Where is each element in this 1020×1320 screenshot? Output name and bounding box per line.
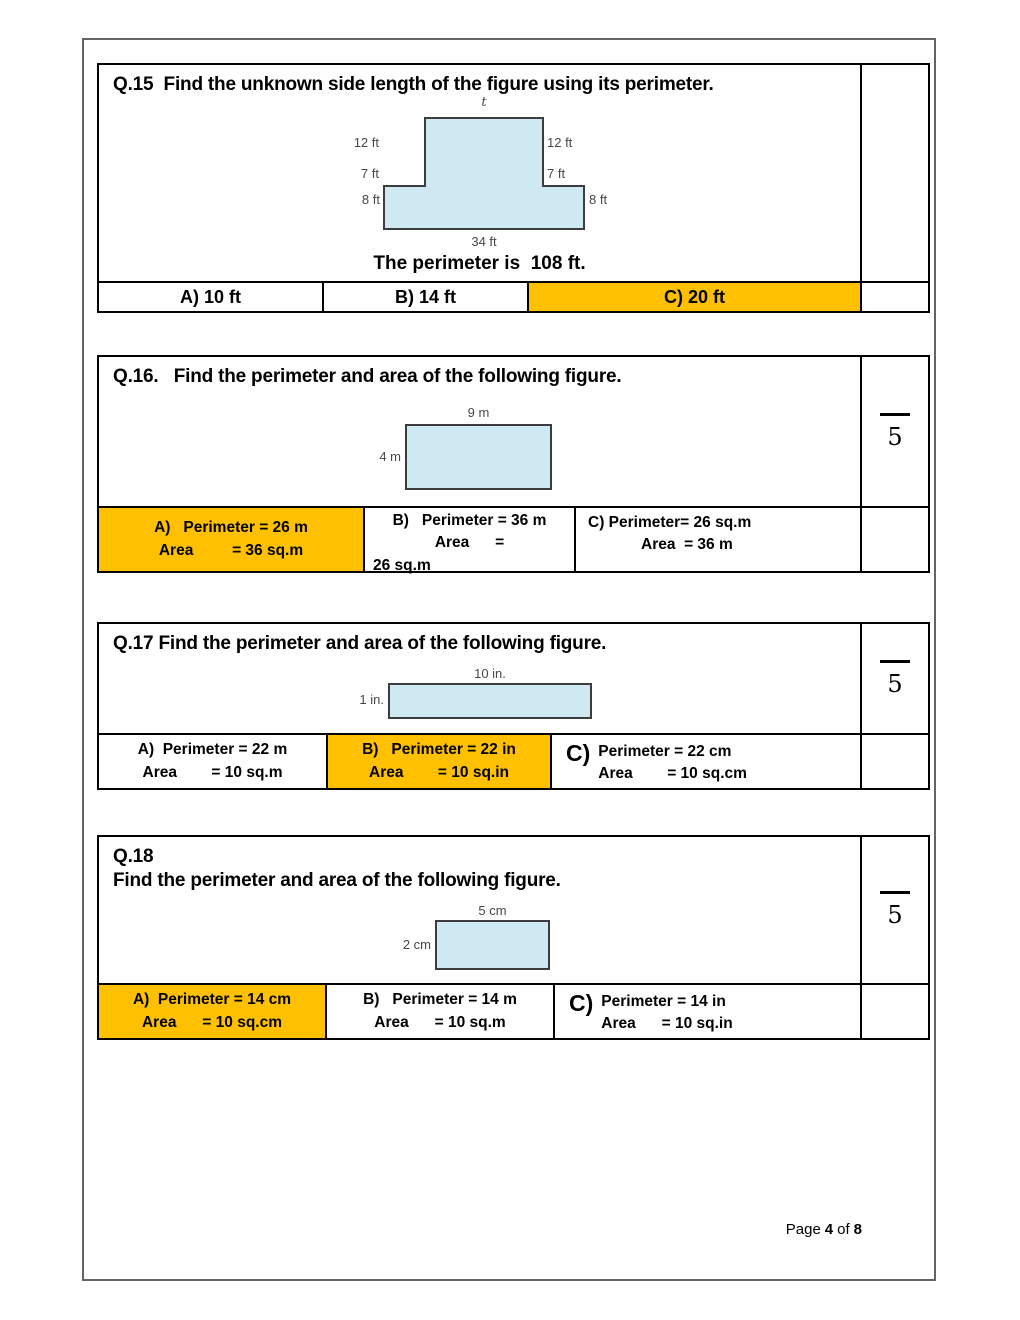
q15-main-cell [99, 65, 860, 281]
q17-score-mark [880, 660, 910, 698]
q16-header-row [99, 357, 928, 506]
q17-score-value: 5 [887, 669, 903, 698]
dimension-label-12ft-left: 12 ft [353, 135, 379, 150]
dimension-label-1in: 1 in. [359, 692, 384, 707]
q18-score-mark [880, 891, 910, 929]
q16-figure [359, 405, 579, 507]
q17-option-c-line1: Perimeter = 22 cm [598, 743, 732, 760]
dimension-label-9m: 9 m [467, 405, 490, 420]
q16-score-cell [860, 357, 928, 506]
q16-options-row [99, 506, 928, 574]
dimension-label-7ft-left: 7 ft [360, 166, 379, 181]
footer-of-word: of [837, 1221, 850, 1238]
q15-score-cell [860, 65, 928, 281]
q16-option-c-line1: C) Perimeter= 26 sq.m [588, 514, 752, 531]
q17-option-c-line2: Area = 10 sq.cm [598, 765, 747, 783]
dimension-label-5cm: 5 cm [478, 903, 507, 918]
q18-option-b-line1: B) Perimeter = 14 m [363, 991, 517, 1009]
q16-option-a [99, 508, 363, 571]
q16-score-mark [880, 413, 910, 451]
q18-option-c-lines [601, 991, 732, 1036]
rectangle-shape [435, 920, 550, 970]
dimension-label-8ft-left: 8 ft [361, 192, 380, 207]
q17-option-c-prefix: C) [566, 740, 591, 766]
dimension-label-34ft: 34 ft [471, 234, 497, 249]
q18-option-a [99, 985, 325, 1038]
q17-option-b [326, 735, 550, 788]
q16-options-score-cell [860, 508, 928, 571]
q16-option-a-line1: A) Perimeter = 26 m [154, 519, 308, 537]
dimension-label-8ft-right: 8 ft [589, 192, 608, 207]
dimension-label-4m: 4 m [379, 449, 401, 464]
dimension-label-t: t [481, 95, 487, 110]
rectangle-shape [405, 424, 552, 490]
q18-table [97, 835, 930, 1040]
q17-option-a-line1: A) Perimeter = 22 m [137, 741, 288, 759]
q17-option-c-lines [598, 741, 747, 786]
q17-options-row [99, 733, 928, 788]
dimension-label-2cm: 2 cm [402, 937, 431, 952]
q16-option-b-line2: Area = [434, 534, 505, 552]
q17-option-b-line1: B) Perimeter = 22 in [362, 741, 516, 759]
q18-options-row [99, 983, 928, 1038]
q18-option-c-line2: Area = 10 sq.in [601, 1015, 733, 1033]
q18-option-a-line1: A) Perimeter = 14 cm [132, 991, 292, 1009]
score-overline [880, 891, 910, 894]
q16-title: Q.16. Find the perimeter and area of the following figure. [113, 366, 622, 387]
q18-header-row [99, 837, 928, 983]
footer-page-word: Page [785, 1221, 821, 1238]
q18-score-cell [860, 837, 928, 983]
q15-option-c-label: C) 20 ft [663, 286, 725, 307]
score-overline [880, 413, 910, 416]
score-overline [880, 660, 910, 663]
q18-option-a-line2: Area = 10 sq.cm [141, 1013, 282, 1031]
q17-title: Q.17 Find the perimeter and area of the following figure. [113, 633, 607, 654]
q15-figure [323, 95, 663, 253]
q17-header-row [99, 624, 928, 733]
q17-options-score-cell [860, 735, 928, 788]
q17-score-cell [860, 624, 928, 733]
q15-option-b [322, 283, 527, 311]
q18-option-c-prefix: C) [569, 990, 594, 1016]
q15-option-c [527, 283, 860, 311]
q16-score-value: 5 [887, 422, 903, 451]
rectangle-shape [388, 683, 592, 719]
q16-option-b-line3: 26 sq.m [373, 556, 431, 574]
q17-main-cell [99, 624, 860, 733]
q16-option-b [363, 508, 574, 574]
q16-main-cell [99, 357, 860, 506]
q17-figure [339, 666, 609, 732]
q18-option-c-line1: Perimeter = 14 in [601, 993, 726, 1010]
q17-option-b-line2: Area = 10 sq.in [369, 763, 509, 781]
dimension-label-12ft-right: 12 ft [547, 135, 573, 150]
page-footer [786, 1221, 862, 1238]
q15-option-b-label: B) 14 ft [394, 286, 456, 307]
q16-table [97, 355, 930, 573]
q18-score-value: 5 [887, 901, 903, 929]
q15-title: Q.15 Find the unknown side length of the figure using its perimeter. [113, 74, 714, 95]
q18-option-b [325, 985, 553, 1038]
q17-option-a [99, 735, 326, 788]
q17-option-a-line2: Area = 10 sq.m [142, 763, 283, 781]
q15-option-a [99, 283, 322, 311]
q18-main-cell [99, 837, 860, 983]
q15-header-row [99, 65, 928, 281]
q18-options-score-cell [860, 985, 928, 1038]
q16-option-c [574, 508, 860, 571]
q16-option-c-line2: Area = 36 m [641, 536, 733, 554]
q15-perimeter-note: The perimeter is 108 ft. [373, 253, 586, 274]
footer-page-number: 4 [824, 1221, 834, 1238]
q18-option-c [553, 985, 860, 1038]
q16-option-a-line2: Area = 36 sq.m [158, 541, 304, 559]
q18-title-line2: Find the perimeter and area of the following figure. [113, 870, 561, 891]
q17-option-c [550, 735, 860, 788]
q15-options-score-cell [860, 283, 928, 311]
dimension-label-10in: 10 in. [474, 666, 506, 681]
q15-options-row [99, 281, 928, 311]
q15-option-a-label: A) 10 ft [179, 286, 241, 307]
q18-figure [389, 903, 604, 987]
footer-total-pages: 8 [853, 1221, 862, 1238]
dimension-label-7ft-right: 7 ft [547, 166, 566, 181]
q18-option-b-line2: Area = 10 sq.m [374, 1013, 506, 1031]
q15-table [97, 63, 930, 313]
q17-table [97, 622, 930, 790]
q16-option-b-line1: B) Perimeter = 36 m [392, 512, 547, 529]
q18-title-line1: Q.18 [113, 846, 154, 867]
